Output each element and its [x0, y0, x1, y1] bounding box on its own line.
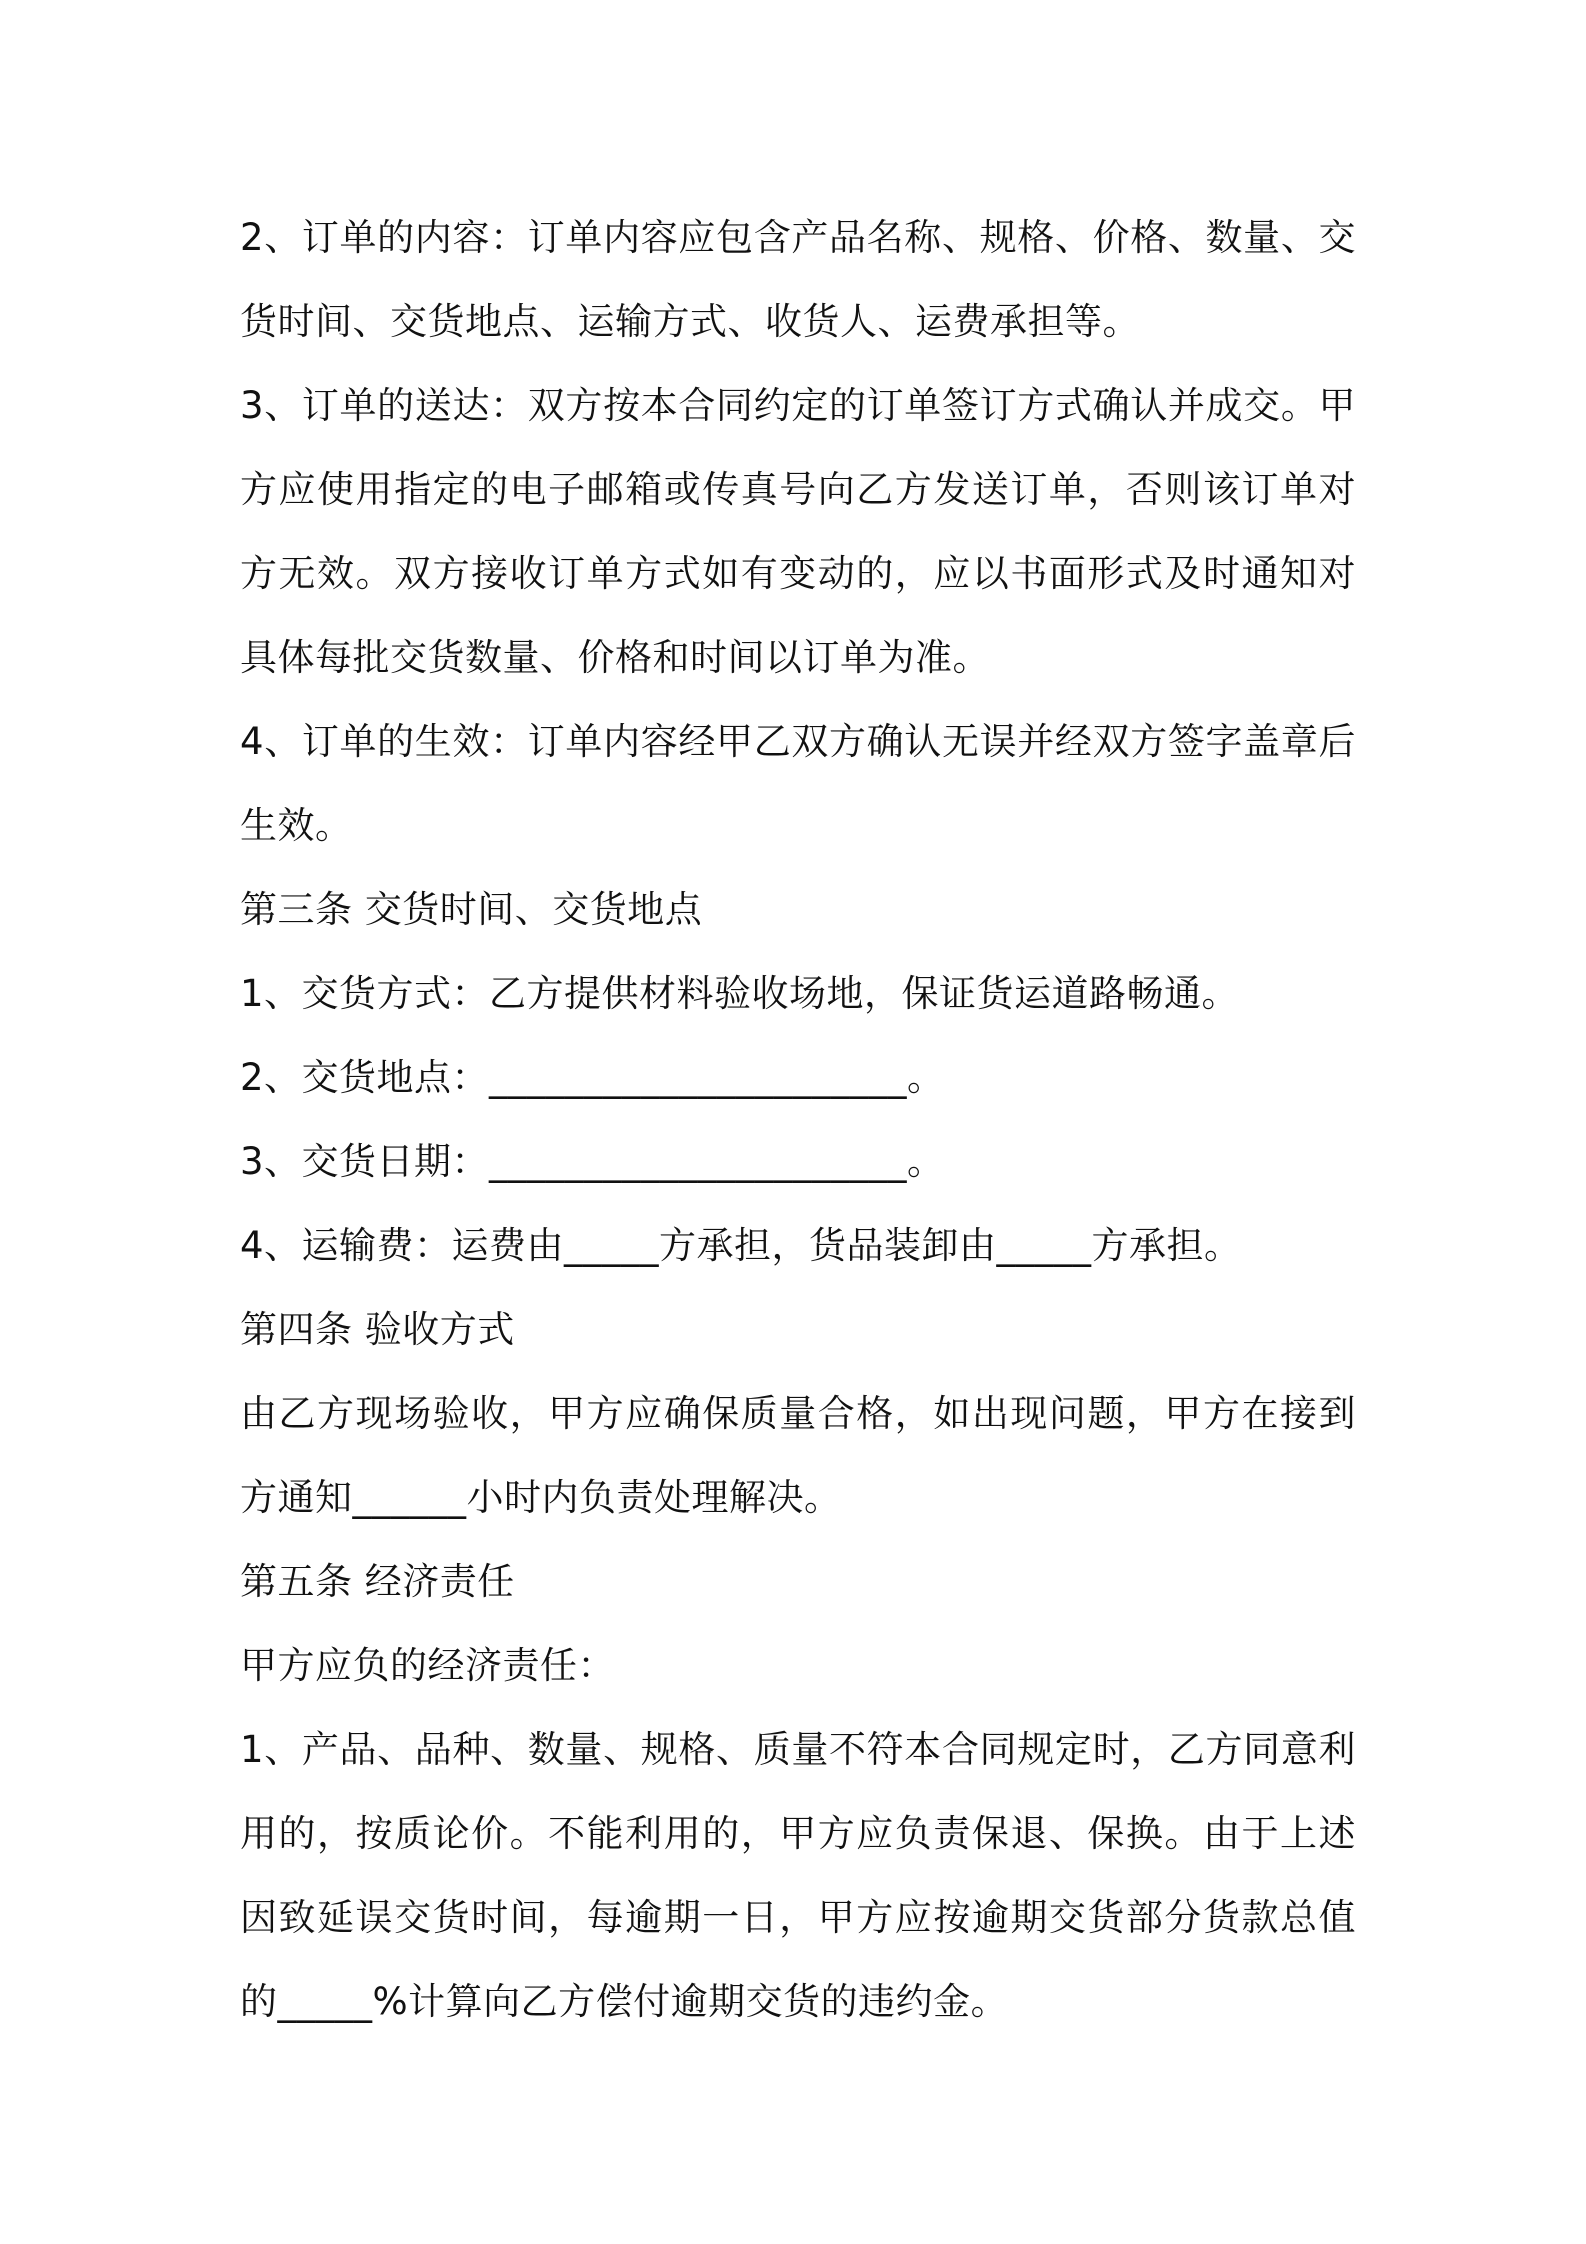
liability-item-1-line-4: 的_____%计算向乙方偿付逾期交货的违约金。: [240, 1980, 1009, 2023]
liability-item-1-line-3: 因致延误交货时间，每逾期一日，甲方应按逾期交货部分货款总值: [240, 1896, 1356, 1939]
article-3-heading: 第三条 交货时间、交货地点: [240, 888, 703, 931]
party-a-liability-heading: 甲方应负的经济责任：: [240, 1644, 615, 1687]
delivery-date-line: 3、交货日期：______________________。: [240, 1140, 945, 1183]
article-4-heading: 第四条 验收方式: [240, 1308, 515, 1351]
acceptance-method-line-2: 方通知______小时内负责处理解决。: [240, 1476, 842, 1519]
clause-3-order-delivery-line-2: 方应使用指定的电子邮箱或传真号向乙方发送订单，否则该订单对: [240, 468, 1356, 511]
clause-2-order-content-line-1: 2、订单的内容：订单内容应包含产品名称、规格、价格、数量、交: [240, 216, 1356, 259]
clause-3-order-delivery-line-4: 具体每批交货数量、价格和时间以订单为准。: [240, 636, 990, 679]
clause-3-order-delivery-line-1: 3、订单的送达：双方按本合同约定的订单签订方式确认并成交。甲: [240, 384, 1356, 427]
delivery-method-line: 1、交货方式：乙方提供材料验收场地，保证货运道路畅通。: [240, 972, 1240, 1015]
article-5-heading: 第五条 经济责任: [240, 1560, 515, 1603]
transport-fee-line: 4、运输费：运费由_____方承担，货品装卸由_____方承担。: [240, 1224, 1242, 1267]
clause-2-order-content-line-2: 货时间、交货地点、运输方式、收货人、运费承担等。: [240, 300, 1140, 343]
document-body: [240, 196, 1356, 2044]
liability-item-1-line-1: 1、产品、品种、数量、规格、质量不符本合同规定时，乙方同意利: [240, 1728, 1356, 1771]
acceptance-method-line-1: 由乙方现场验收，甲方应确保质量合格，如出现问题，甲方在接到: [240, 1392, 1356, 1435]
clause-4-order-effect-line-2: 生效。: [240, 804, 353, 847]
liability-item-1-line-2: 用的，按质论价。不能利用的，甲方应负责保退、保换。由于上述: [240, 1812, 1356, 1855]
clause-4-order-effect-line-1: 4、订单的生效：订单内容经甲乙双方确认无误并经双方签字盖章后: [240, 720, 1356, 763]
clause-3-order-delivery-line-3: 方无效。双方接收订单方式如有变动的，应以书面形式及时通知对: [240, 552, 1356, 595]
delivery-location-line: 2、交货地点：______________________。: [240, 1056, 945, 1099]
